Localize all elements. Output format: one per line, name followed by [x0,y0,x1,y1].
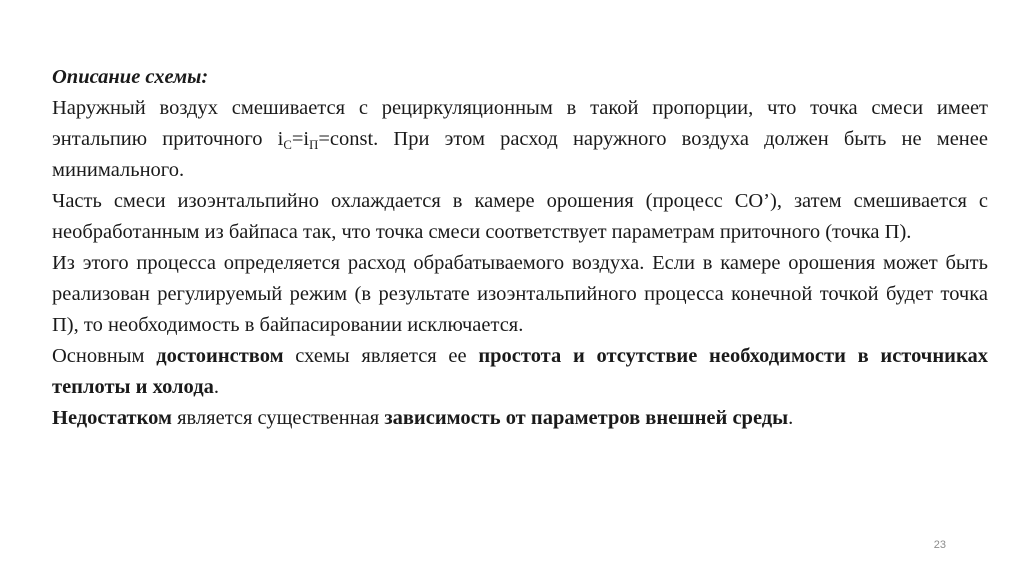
p1-text-before: Наружный воздух смешивается с рециркуляционным в такой пропорции, что точка смеси имеет энтальпию приточного i [52,97,988,150]
slide-body [52,62,988,434]
page-number: 23 [933,539,946,551]
p4-text-2: схемы является ее [283,345,479,367]
p1-subscript-c: С [283,137,292,152]
scheme-description-heading: Описание схемы: [52,66,209,88]
p5-bold-disadvantage: Недостатком [52,407,172,429]
p4-bold-advantage: достоинством [156,345,284,367]
p4-bold-simplicity: простота и отсутствие необходимости в источниках теплоты и холода [52,345,988,398]
p1-equals: =i [291,128,310,150]
p4-text-3: . [213,376,219,398]
paragraph-cooling: Часть смеси изоэнтальпийно охлаждается в камере орошения (процесс СО’), затем смешивается с необработанным из байпаса так, что точка смеси соответствует параметрам приточного (точка П). [52,190,988,243]
paragraph-mixing [52,93,988,186]
p1-text-after: =const. При этом расход наружного воздуха должен быть не менее минимального. [52,128,988,181]
paragraph-process: Из этого процесса определяется расход обрабатываемого воздуха. Если в камере орошения может быть реализован регулируемый режим (в результате изоэнтальпийного процесса конечной точкой будет точка П), то необходимость в байпасировании исключается. [52,252,988,336]
p5-bold-dependency: зависимость от параметров внешней среды [384,407,789,429]
p1-subscript-p: П [309,137,319,152]
p5-text-1: является существенная [171,407,385,429]
p4-text-1: Основным [52,345,157,367]
p5-text-2: . [788,407,794,429]
paragraph-disadvantage [52,403,988,434]
paragraph-advantage [52,341,988,403]
